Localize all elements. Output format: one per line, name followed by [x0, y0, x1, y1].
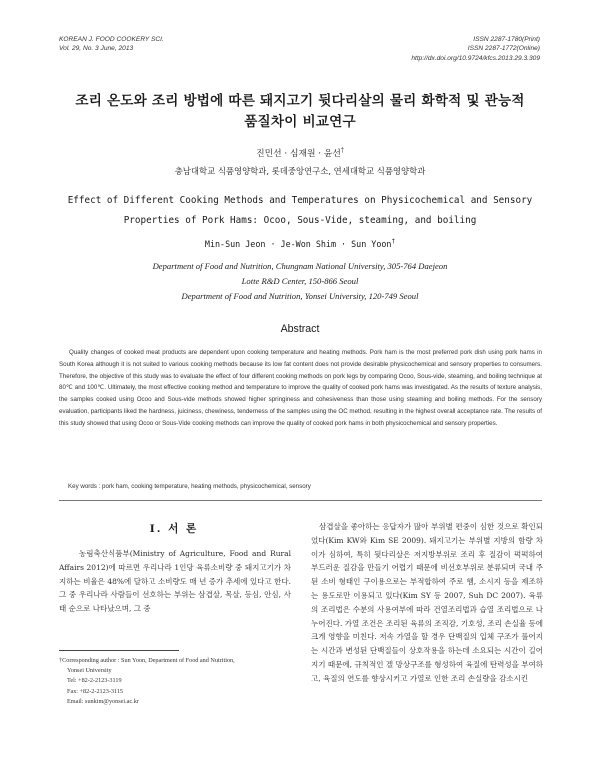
section-heading-introduction: Ⅰ. 서 론: [149, 523, 199, 535]
footnote-rule: [59, 650, 179, 651]
english-author-names: Min-Sun Jeon · Je-Won Shim · Sun Yoon: [204, 238, 392, 249]
journal-name: KOREAN J. FOOD COOKERY SCI.: [59, 36, 164, 43]
affiliation-2: Lotte R&D Center, 150-866 Seoul: [241, 275, 359, 286]
korean-title-line-1: 조리 온도와 조리 방법에 따른 돼지고기 뒷다리살의 물리 화학적 및 관능적: [75, 93, 525, 109]
abstract-heading: Abstract: [280, 323, 320, 335]
intro-right-column: 삼겹살을 좋아하는 응답자가 많아 부위별 편중이 심한 것으로 확인되었다(Kim KW와 Kim SE 2009). 돼지고기는 부위별 지방의 함량 차이가 심하여, 특히 뒷다리살은 저지방부위로 조리 후 질감이 퍽퍽하여 부드러운 질감을 만들기 어렵기 때문에 비선호부위로 분류되며 국내 주된 소비 형태인 구이용으로는 부적합하여 주로 햄, 소시지 등을 제조하는 용도로만 이용되고 있다(Kim SY 등 2007, Suh DC 2007). 육류의 조리법은 수분의 사용여부에 따라 건열조리법과 습열 조리법으로 나누어진다. 가열 조건은 조리된 육류의 조직감, 기호성, 조리 손실율 등에 크게 영향을 미친다. 저속 가열을 할 경우 단백질의 입체 구조가 풀어지는 시간과 변성된 단백질들이 상호작용을 하는데 소요되는 시간이 길어지기 때문에, 규칙적인 겔 망상구조를 형성하여 육질에 탄력성을 부여하고, 육질의 연도를 향상시키고 가열로 인한 조리 손실량을 감소시킨: [311, 522, 543, 683]
english-authors: [40, 238, 560, 249]
affiliation-3: Department of Food and Nutrition, Yonsei University, 120-749 Seoul: [181, 290, 419, 301]
section-divider: [59, 500, 542, 501]
footnote-university: Yonsei University: [67, 667, 112, 675]
korean-authors: [40, 146, 560, 159]
journal-header-left: [59, 35, 164, 54]
keywords: Key words : pork ham, cooking temperature, heating methods, physicochemical, sensory: [68, 483, 311, 490]
journal-header-right: [411, 35, 540, 63]
doi-link[interactable]: http://dx.doi.org/10.9724/kfcs.2013.29.3.309: [411, 54, 540, 62]
corresponding-footnote: [59, 656, 291, 707]
footnote-tel: Tel: +82-2-2123-3119: [67, 677, 122, 685]
korean-title-line-2: 품질차이 비교연구: [244, 114, 356, 130]
english-affiliations: [40, 259, 560, 303]
footnote-fax: Fax: +82-2-2123-3115: [67, 687, 124, 695]
affiliation-1: Department of Food and Nutrition, Chungnam National University, 305-764 Daejeon: [152, 261, 448, 271]
intro-left-column: 농림축산식품부(Ministry of Agriculture, Food and Rural Affairs 2012)에 따르면 우리나라 1인당 육류소비량 중 돼지고기가 차지하는 비율은 48%에 달하고 소비량도 매 년 증가 추세에 있다고 한다. 그 중 우리나라 사람들이 선호하는 부위는 삼겹살, 목살, 등심, 안심, 사태 순으로 나타났으며, 그 중: [59, 549, 291, 614]
issn-print: ISSN 2287-1780(Print): [473, 36, 540, 43]
footnote-email[interactable]: Email: sunkim@yonsei.ac.kr: [67, 697, 139, 705]
korean-author-names: 진민선 · 심재원 · 윤선: [256, 149, 341, 159]
english-title-line-1: Effect of Different Cooking Methods and Temperatures on Physicochemical and Sensory: [67, 195, 533, 206]
footnote-author: †Corresponding author : Sun Yoon, Department of Food and Nutrition,: [59, 657, 235, 664]
english-title: [50, 191, 550, 231]
issn-online: ISSN 2287-1772(Online): [467, 45, 540, 53]
journal-volume: Vol. 29, No. 3 June, 2013: [59, 45, 134, 53]
korean-affiliations: 충남대학교 식품영양학과, 롯데중앙연구소, 연세대학교 식품영양학과: [174, 166, 426, 176]
abstract-body: Quality changes of cooked meat products are dependent upon cooking temperature and heating methods. Pork ham is the most preferred pork dish using pork hams in South Korea although it is not suited to various cooking methods because its low fat content does not provide desirable physicochemical and sensory properties to consumers. Therefore, the objective of this study was to evaluate the effect of four different cooking methods on pork legs by comparing Ocoo, Sous-vide, steaming, and boiling technique at 80℃ and 100℃. Ultimately, the most effective cooking method and temperature to improve the quality of cooked pork hams was investigated. As the results of texture analysis, the samples cooked using Ocoo and Sous-vide methods showed higher springiness and cohesiveness than those using steaming and boiling methods. For the sensory evaluation, participants liked the hardness, juiciness, chewiness, tenderness of the samples using the OC method, resulting in the highest overall acceptance rate. The results of this study showed that using Ocoo or Sous-Vide cooking methods can improve the quality of cooked pork hams in both physicochemical and sensory properties.: [59, 349, 542, 427]
corresponding-mark: †: [340, 147, 344, 155]
english-title-line-2: Properties of Pork Hams: Ocoo, Sous-Vide, steaming, and boiling: [123, 215, 477, 226]
corresponding-mark-en: †: [391, 238, 396, 245]
korean-title: [40, 91, 560, 133]
